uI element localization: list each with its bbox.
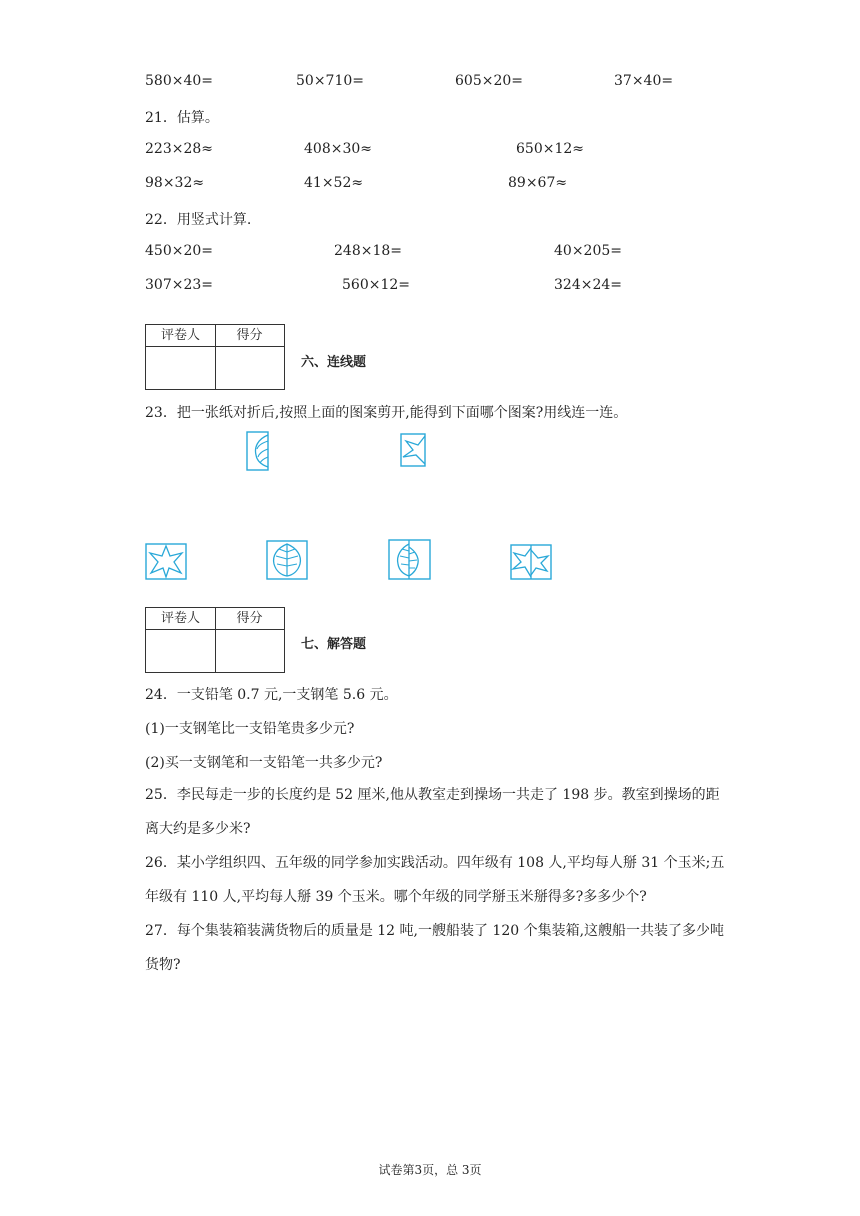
question-21-title: 21．估算。 — [145, 110, 219, 126]
vertical-calc-item: 307×23= — [145, 277, 213, 293]
calc-item: 605×20= — [455, 73, 523, 89]
score-table — [145, 607, 285, 673]
question-22-title: 22．用竖式计算. — [145, 212, 252, 228]
estimate-item: 650×12≈ — [516, 141, 584, 157]
estimate-item: 408×30≈ — [304, 141, 372, 157]
question-24: 24．一支铅笔 0.7 元,一支钢笔 5.6 元。 — [145, 687, 398, 703]
estimate-item: 41×52≈ — [304, 175, 364, 191]
mismatched-star-figure[interactable] — [510, 544, 552, 580]
page-footer: 试卷第3页，总 3页 — [378, 1163, 482, 1177]
question-26: 26．某小学组织四、五年级的同学参加实践活动。四年级有 108 人,平均每人掰 31 个玉米;五年级有 110 人,平均每人掰 39 个玉米。哪个年级的同学掰玉米掰得多?多多少个? — [145, 855, 725, 905]
question-23: 23．把一张纸对折后,按照上面的图案剪开,能得到下面哪个图案?用线连一连。 — [145, 405, 628, 421]
star-figure[interactable] — [145, 543, 187, 580]
mismatched-leaf-figure[interactable] — [388, 539, 431, 580]
half-star-figure[interactable] — [400, 433, 426, 467]
leaf-figure[interactable] — [266, 540, 308, 580]
section-title: 七、解答题 — [301, 637, 367, 652]
score-table — [145, 324, 285, 390]
estimate-item: 98×32≈ — [145, 175, 205, 191]
question-24-sub2: (2)买一支钢笔和一支铅笔一共多少元? — [145, 755, 383, 771]
calc-item: 50×710= — [296, 73, 364, 89]
estimate-item: 223×28≈ — [145, 141, 213, 157]
vertical-calc-item: 248×18= — [334, 243, 402, 259]
half-leaf-figure[interactable] — [246, 431, 270, 471]
calc-item: 580×40= — [145, 73, 213, 89]
grader-header: 评卷人 — [146, 325, 215, 347]
question-24-sub1: (1)一支钢笔比一支铅笔贵多少元? — [145, 721, 355, 737]
vertical-calc-item: 40×205= — [554, 243, 622, 259]
vertical-calc-item: 324×24= — [554, 277, 622, 293]
question-27: 27．每个集装箱装满货物后的质量是 12 吨,一艘船装了 120 个集装箱,这艘船一共装了多少吨货物? — [145, 923, 725, 973]
grader-header: 评卷人 — [146, 608, 215, 630]
estimate-item: 89×67≈ — [508, 175, 568, 191]
vertical-calc-item: 560×12= — [342, 277, 410, 293]
calc-item: 37×40= — [614, 73, 674, 89]
question-25: 25．李民每走一步的长度约是 52 厘米,他从教室走到操场一共走了 198 步。教室到操场的距离大约是多少米? — [145, 787, 720, 837]
score-header: 得分 — [215, 608, 284, 630]
vertical-calc-item: 450×20= — [145, 243, 213, 259]
section-title: 六、连线题 — [301, 355, 367, 370]
score-header: 得分 — [215, 325, 284, 347]
